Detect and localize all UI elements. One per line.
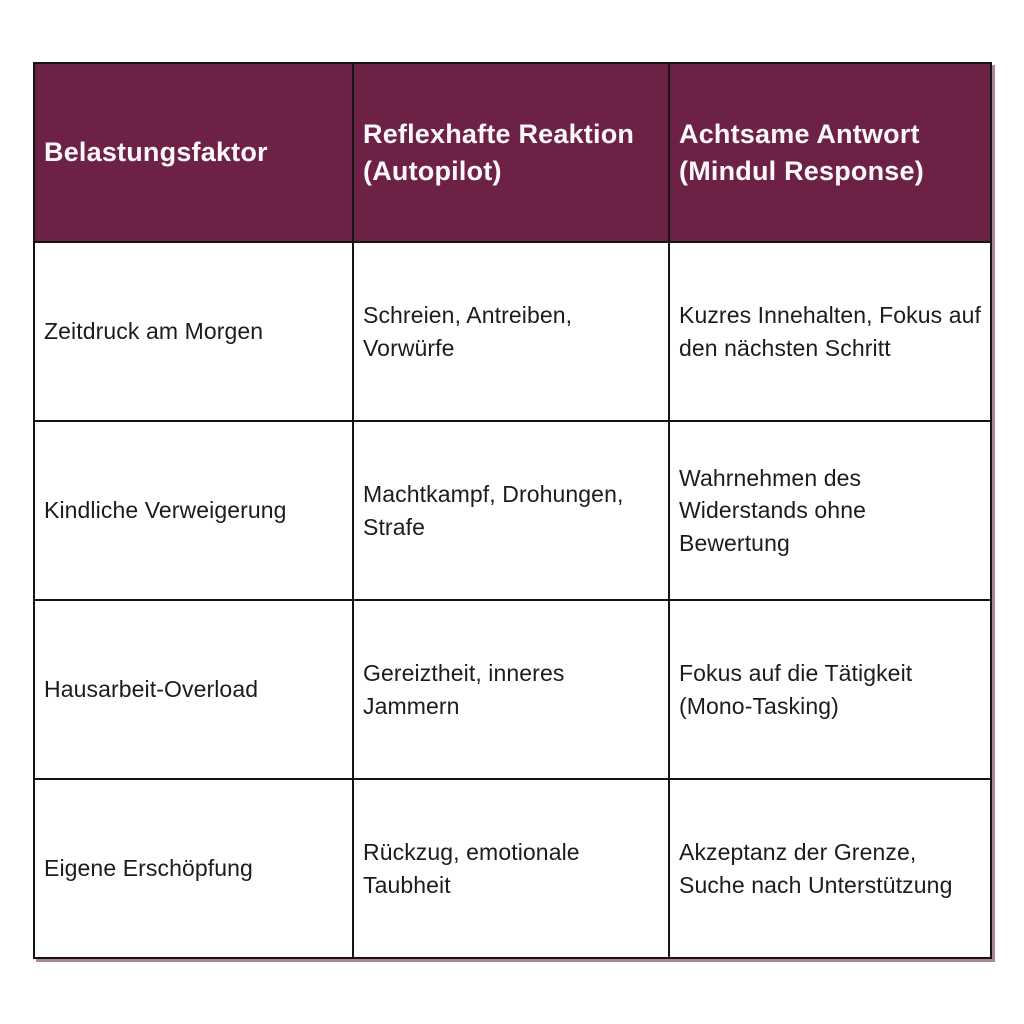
cell-factor: Eigene Erschöpfung xyxy=(34,779,353,958)
table-row xyxy=(34,600,991,779)
header-achtsame-antwort: Achtsame Antwort (Mindul Response) xyxy=(669,63,991,242)
cell-factor: Kindliche Verweigerung xyxy=(34,421,353,600)
table-row xyxy=(34,421,991,600)
header-belastungsfaktor: Belastungsfaktor xyxy=(34,63,353,242)
cell-reflex-reaction: Gereiztheit, inneres Jammern xyxy=(353,600,669,779)
cell-factor: Hausarbeit-Overload xyxy=(34,600,353,779)
cell-mindful-response: Kuzres Innehalten, Fokus auf den nächsten Schritt xyxy=(669,242,991,421)
table-row xyxy=(34,779,991,958)
header-reflexhafte-reaktion: Reflexhafte Reaktion (Autopilot) xyxy=(353,63,669,242)
cell-mindful-response: Akzeptanz der Grenze, Suche nach Unterstützung xyxy=(669,779,991,958)
table-row xyxy=(34,242,991,421)
cell-reflex-reaction: Schreien, Antreiben, Vorwürfe xyxy=(353,242,669,421)
table-header-row xyxy=(34,63,991,242)
cell-mindful-response: Fokus auf die Tätigkeit (Mono-Tasking) xyxy=(669,600,991,779)
cell-reflex-reaction: Machtkampf, Drohungen, Strafe xyxy=(353,421,669,600)
stress-response-table xyxy=(33,62,992,959)
cell-mindful-response: Wahrnehmen des Widerstands ohne Bewertung xyxy=(669,421,991,600)
cell-factor: Zeitdruck am Morgen xyxy=(34,242,353,421)
cell-reflex-reaction: Rückzug, emotionale Taubheit xyxy=(353,779,669,958)
